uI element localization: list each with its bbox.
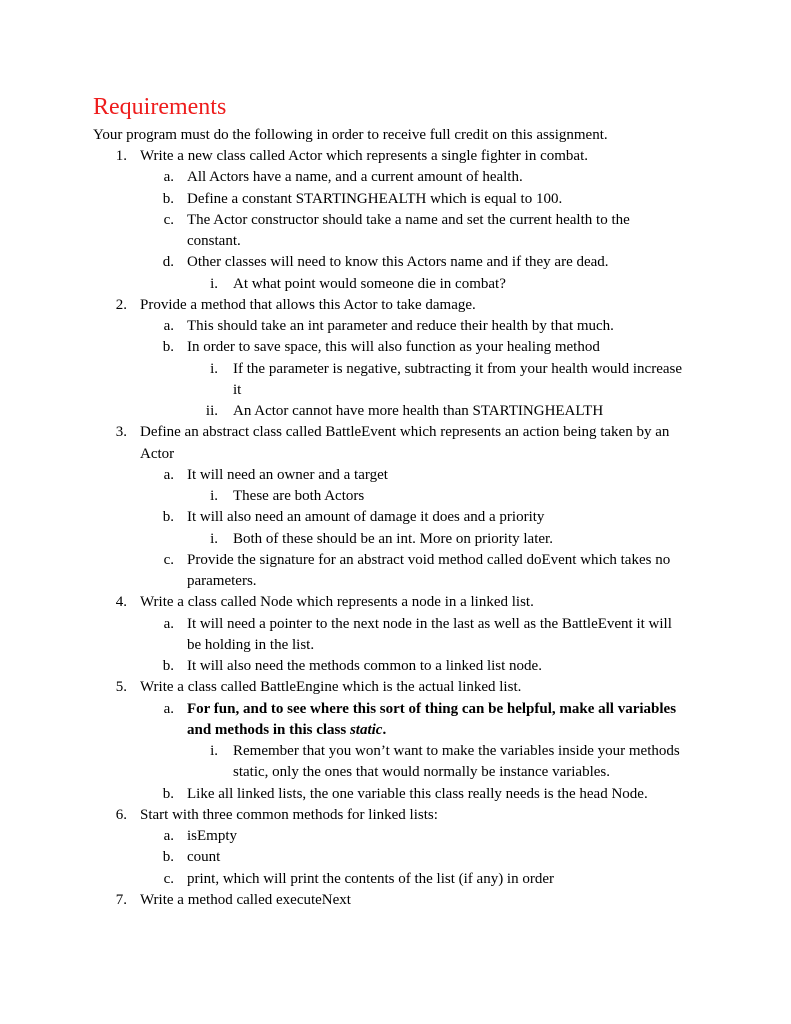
item-text: Write a class called Node which represents a node in a linked list. xyxy=(140,594,534,611)
sub-sub-item-text: Remember that you won’t want to make the variables inside your methods xyxy=(233,743,680,759)
item-text: Provide a method that allows this Actor to take damage. xyxy=(140,296,476,313)
item-number: 4. xyxy=(115,594,127,611)
sub-sub-item-number: i. xyxy=(210,360,218,377)
sub-item-text: be holding in the list. xyxy=(187,636,315,653)
item-number: 1. xyxy=(115,148,127,164)
sub-item-text: Like all linked lists, the one variable this class really needs is the head Node. xyxy=(187,785,648,802)
sub-item-number: a. xyxy=(163,700,174,717)
sub-sub-item-text: At what point would someone die in combat? xyxy=(233,275,506,292)
sub-sub-item-number: i. xyxy=(210,530,218,547)
sub-item-number: c. xyxy=(163,211,174,228)
sub-item-text: parameters. xyxy=(187,573,257,589)
sub-item-number: b. xyxy=(162,190,174,207)
sub-item-number: a. xyxy=(163,828,174,844)
sub-item-text xyxy=(187,721,386,739)
sub-item-number: c. xyxy=(163,551,174,568)
sub-sub-item-number: i. xyxy=(210,488,218,504)
sub-item-number: a. xyxy=(163,615,174,632)
sub-item-text: It will also need the methods common to a linked list node. xyxy=(187,658,542,674)
sub-item-number: b. xyxy=(162,339,174,356)
sub-item-text: In order to save space, this will also function as your healing method xyxy=(187,339,600,356)
sub-item-text: All Actors have a name, and a current amount of health. xyxy=(187,169,523,186)
sub-item-text: It will need a pointer to the next node in the last as well as the BattleEvent it will xyxy=(187,615,672,632)
emphasis-prefix: and methods in this class xyxy=(187,721,350,738)
sub-item-number: a. xyxy=(163,169,174,186)
item-number: 5. xyxy=(115,679,127,696)
sub-item-number: b. xyxy=(162,849,174,866)
sub-sub-item-text: An Actor cannot have more health than STARTINGHEALTH xyxy=(233,403,604,419)
item-number: 6. xyxy=(115,806,127,823)
item-text: Write a class called BattleEngine which is the actual linked list. xyxy=(140,679,522,696)
sub-sub-item-number: i. xyxy=(210,275,218,292)
sub-item-text: Other classes will need to know this Actors name and if they are dead. xyxy=(187,254,609,271)
sub-item-number: d. xyxy=(162,254,174,271)
sub-item-text: It will need an owner and a target xyxy=(187,466,388,483)
item-text: Define an abstract class called BattleEvent which represents an action being taken by an xyxy=(140,424,670,441)
section-heading: Requirements xyxy=(93,94,227,120)
emphasis-suffix: . xyxy=(382,721,387,738)
sub-sub-item-text: These are both Actors xyxy=(233,488,365,504)
sub-sub-item-text: static, only the ones that would normally be instance variables. xyxy=(233,764,610,781)
item-number: 3. xyxy=(115,424,127,441)
item-number: 7. xyxy=(115,891,127,908)
item-number: 2. xyxy=(115,296,127,313)
sub-item-number: a. xyxy=(163,318,174,334)
sub-item-text: The Actor constructor should take a name and set the current health to the xyxy=(187,211,630,228)
sub-item-text: Define a constant STARTINGHEALTH which is equal to 100. xyxy=(187,190,563,207)
sub-item-text: constant. xyxy=(187,233,241,249)
sub-item-number: b. xyxy=(162,658,174,674)
sub-sub-item-text: it xyxy=(233,381,242,398)
sub-item-number: b. xyxy=(162,785,174,802)
item-text: Write a new class called Actor which represents a single fighter in combat. xyxy=(140,148,588,164)
sub-item-text: print, which will print the contents of the list (if any) in order xyxy=(187,870,555,887)
sub-item-number: a. xyxy=(163,466,174,483)
sub-item-text: It will also need an amount of damage it does and a priority xyxy=(187,509,545,526)
sub-item-text: isEmpty xyxy=(187,828,238,844)
sub-item-number: b. xyxy=(162,509,174,526)
sub-item-number: c. xyxy=(163,870,174,887)
item-text: Start with three common methods for linked lists: xyxy=(140,806,438,823)
sub-sub-item-number: i. xyxy=(210,743,218,759)
sub-sub-item-number: ii. xyxy=(205,403,218,419)
item-text: Write a method called executeNext xyxy=(140,891,351,908)
sub-item-text: For fun, and to see where this sort of thing can be helpful, make all variables xyxy=(187,700,677,717)
item-text: Actor xyxy=(140,445,175,462)
sub-sub-item-text: If the parameter is negative, subtracting it from your health would increase xyxy=(233,360,683,377)
sub-item-text: This should take an int parameter and reduce their health by that much. xyxy=(187,318,614,334)
emphasis-keyword: static xyxy=(349,721,383,738)
sub-item-text: count xyxy=(187,849,221,866)
intro-text: Your program must do the following in order to receive full credit on this assignment. xyxy=(93,127,608,143)
sub-sub-item-text: Both of these should be an int. More on priority later. xyxy=(233,530,553,547)
sub-item-text: Provide the signature for an abstract void method called doEvent which takes no xyxy=(187,551,671,568)
